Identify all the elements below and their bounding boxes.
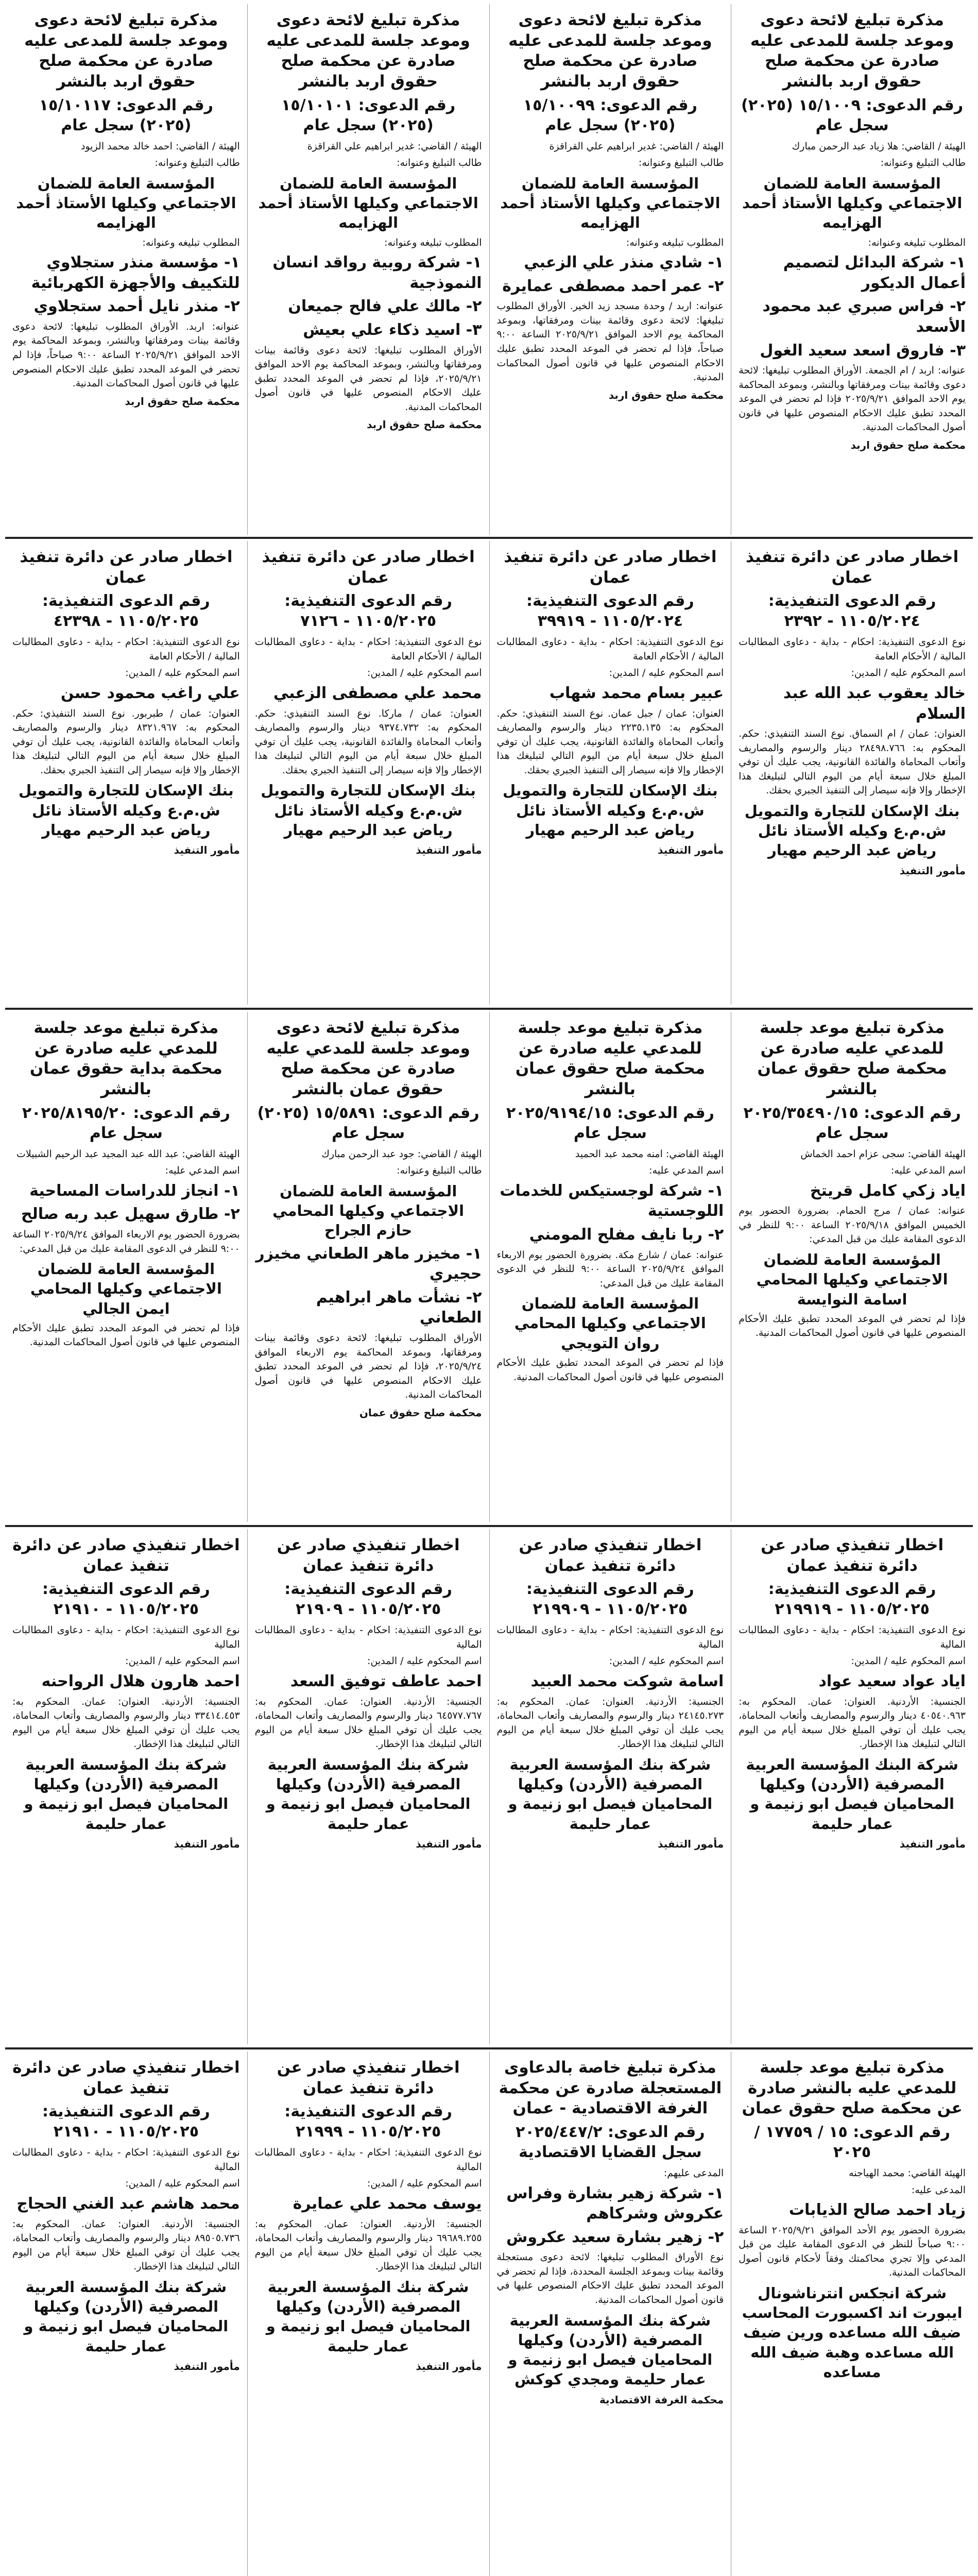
creditor-entity: شركة بنك المؤسسة العربية المصرفية (الأردن) وكيلها المحاميان فيصل ابو زنيمة و عمار حليمة (24, 2278, 229, 2355)
plaintiff-entity: شركة انجكس انترناشونال ايبورت اند اكسبورت المحاسب ضيف الله مساعده ورين ضيف الله مساعده وهبة ضيف الله مساعده (742, 2284, 963, 2381)
court-signature: مأمور التنفيذ (416, 844, 482, 857)
notice-r2-c3 (247, 541, 489, 1005)
defendant-label: المطلوب تبليغه وعنوانه: (384, 236, 482, 248)
defendant-name: ١- شركة لوجستيكس للخدمات اللوجستية (500, 1181, 724, 1221)
notice-body: عنوانه: عمان / مرج الحمام. بضرورة الحضور يوم الخميس الموافق ٢٠٢٥/٩/١٨ الساعة ٩:٠٠ للنظر في الدعوى المقامة عليك من قبل المدعي: (739, 1205, 966, 1245)
court-signature: مأمور التنفيذ (174, 844, 240, 857)
requester-label: طالب التبليغ وعنوانه: (397, 157, 482, 169)
debtor-name: محمد علي مصطفى الزعبي (273, 684, 482, 702)
defendant-name: ٢- نشأت ماهر ابراهيم الطعاني (316, 1288, 482, 1327)
notice-r1-c4 (5, 4, 247, 535)
notice-body: العنوان: عمان / طبربور. نوع السند التنفيذي: حكم. المحكوم به: ٨٣٢١.٩٦٧ دينار والرسوم والمصاريف وأتعاب المحاماة والفائدة القانونية، يجب عليك أن توفي المبلغ خلال سبعة أيام من اليوم التالي لتبليغك هذا الإخطار وإلا فإنه سيصار إلى التنفيذ الجبري بحقك. (12, 707, 240, 776)
notice-r3-c3 (247, 1012, 489, 1522)
case-number: رقم الدعوى التنفيذية: ١١٠٥/٢٠٢٥ - ٢١٩٩١٩ (768, 1580, 936, 1619)
notice-r1-c1 (731, 4, 973, 535)
notice-title: مذكرة تبليغ لائحة دعوى وموعد جلسة للمدعى عليه صادرة عن محكمة صلح حقوق اربد بالنشر (24, 11, 228, 91)
row-divider (5, 2047, 973, 2049)
defendant-name: ٢- منذر نايل أحمد ستجلاوي (33, 297, 240, 316)
plaintiff-entity: المؤسسة العامة للضمان الاجتماعي وكيلها المحامي حازم الجراح (272, 1182, 465, 1240)
notice-title: مذكرة تبليغ لائحة دعوى وموعد جلسة للمدعى عليه صادرة عن محكمة صلح حقوق اربد بالنشر (508, 11, 712, 91)
notice-title: مذكرة تبليغ لائحة دعوى وموعد جلسة للمدعي عليه صادرة عن محكمة صلح حقوق عمان بالنشر (266, 1019, 470, 1099)
court-signature: محكمة الغرفة الاقتصادية (599, 2393, 724, 2406)
notice-r2-c1 (731, 541, 973, 1005)
debtor-name: احمد عاطف توفيق السعد (290, 1672, 482, 1690)
notice-r3-c4 (5, 1012, 247, 1522)
notice-body: العنوان: عمان / ام السماق. نوع السند التنفيذي: حكم. المحكوم به: ٢٨٤٩٨.٧٦٦ دينار والرسوم والمصاريف وأتعاب المحاماة والفائدة القانونية، يجب عليك أن توفي المبلغ خلال سبعة أيام من اليوم التالي لتبليغك هذا الإخطار وإلا فإنه سيصار إلى التنفيذ الجبري بحقك. (739, 728, 966, 796)
plaintiff-entity: المؤسسة العامة للضمان الاجتماعي وكيلها الأستاذ أحمد الهزايمه (258, 174, 478, 232)
creditor-entity: شركة بنك المؤسسة العربية المصرفية (الأردن) وكيلها المحاميان فيصل ابو زنيمة و عمار حليمة (266, 1755, 471, 1833)
defendant-name: ٢- ربا نايف مفلح المومني (529, 1225, 724, 1244)
notice-body: الجنسية: الأردنية. العنوان: عمان. المحكوم به: ٢٤١٤٥.٢٧٣ دينار والرسوم والمصاريف وأتعاب المحاماة، يجب عليك أن توفي المبلغ خلال سبعة أيام من اليوم التالي لتبليغك هذا الإخطار. (496, 1696, 724, 1750)
defendant-name: ١- مؤسسة منذر ستجلاوي للتكييف والأجهزة الكهربائية (31, 253, 240, 292)
creditor-entity: بنك الإسكان للتجارة والتمويل ش.م.ع وكيله الأستاذ نائل رياض عبد الرحيم مهيار (744, 802, 960, 859)
notice-r5-c3 (247, 2052, 489, 2576)
debtor-name: علي راغب محمود حسن (60, 684, 240, 702)
plaintiff-entity: المؤسسة العامة للضمان الاجتماعي وكيلها المحامي ايمن الجالي (30, 1260, 222, 1317)
case-type: نوع الدعوى التنفيذية: احكام - بداية - دعاوى المطالبات المالية (254, 1624, 482, 1650)
creditor-entity: شركة بنك المؤسسة العربية المصرفية (الأردن) وكيلها المحاميان فيصل ابو زنيمة و عمار حليمة (24, 1755, 229, 1833)
judge-line: الهيئة / القاضي: هلا زياد عبد الرحمن مبارك (792, 140, 966, 152)
case-number: رقم الدعوى التنفيذية: ١١٠٥/٢٠٢٥ - ٢١٩١٠ (42, 1580, 210, 1619)
debtor-name: يوسف محمد علي عمايرة (293, 2194, 482, 2213)
notice-r4-c3 (247, 1529, 489, 2044)
court-signature: محكمة صلح حقوق اربد (125, 395, 240, 408)
case-type: نوع الدعوى التنفيذية: احكام - بداية - دعاوى المطالبات المالية (12, 2147, 240, 2173)
case-number: رقم الدعوى: ١٥/١٠١١٧ (٢٠٢٥) سجل عام (39, 96, 213, 134)
debtor-label: اسم المحكوم عليه / المدين: (367, 1655, 482, 1667)
notice-r2-c2 (489, 541, 731, 1005)
debtor-label: اسم المحكوم عليه / المدين: (125, 1655, 240, 1667)
notice-body: العنوان: عمان / ماركا. نوع السند التنفيذي: حكم. المحكوم به: ٩٣٧٤.٧٣٢ دينار والرسوم والمصاريف وأتعاب المحاماة والفائدة القانونية، يجب عليك أن توفي المبلغ خلال سبعة أيام من اليوم التالي لتبليغك هذا الإخطار وإلا فإنه سيصار إلى التنفيذ الجبري بحقك. (254, 707, 482, 776)
court-signature: مأمور التنفيذ (416, 2360, 482, 2372)
defendant-name: ١- انجاز للدراسات المساحية (29, 1181, 240, 1200)
case-number: رقم الدعوى التنفيذية: ١١٠٥/٢٠٢٥ - ٢١٩٩٠٩ (526, 1580, 694, 1619)
notice-title: اخطار صادر عن دائرة تنفيذ عمان (504, 548, 717, 587)
case-type: نوع الدعوى التنفيذية: احكام - بداية - دعاوى المطالبات المالية (496, 1624, 724, 1650)
case-number: رقم الدعوى: ١٥/١٠١٠١ (٢٠٢٥) سجل عام (281, 96, 456, 134)
defendant-name: اياد زكي كامل قريتخ (810, 1181, 966, 1200)
notice-title: مذكرة تبليغ لائحة دعوى وموعد جلسة للمدعى عليه صادرة عن محكمة صلح حقوق اربد بالنشر (266, 11, 470, 91)
creditor-entity: شركة بنك المؤسسة العربية المصرفية (الأردن) وكيلها المحاميان فيصل ابو زنيمة و عمار حليمة (266, 2278, 471, 2355)
plaintiff-entity: المؤسسة العامة للضمان الاجتماعي وكيلها المحامي روان التويجي (514, 1295, 706, 1352)
case-type: نوع الدعوى التنفيذية: احكام - بداية - دعاوى المطالبات المالية / الأحكام العامة (254, 636, 482, 662)
case-number: رقم الدعوى التنفيذية: ١١٠٥/٢٠٢٥ - ٤٢٣٩٨ (42, 592, 210, 631)
case-number: رقم الدعوى التنفيذية: ١١٠٥/٢٠٢٥ - ٢١٩١٠ (42, 2103, 210, 2141)
court-signature: محكمة صلح حقوق اربد (608, 388, 724, 401)
notice-body: عنوانه: اربد. الأوراق المطلوب تبليغها: لائحة دعوى وقائمة بينات ومرفقاتها وبالنشر، وبموعد المحاكمة يوم الاحد الموافق ٢٠٢٥/٩/٢١ الساعة ٩:٠٠ صباحاً، فإذا لم تحضر في الموعد المحدد تطبق عليك الاحكام المنصوص عليها في قانون أصول المحاكمات المدنية. (12, 320, 240, 389)
row-divider (5, 537, 973, 539)
defendant-name: ٢- فراس صبري عبد محمود الأسعد (762, 297, 966, 336)
judge-line: الهيئة / القاضي: غدير ابراهيم علي القراقزة (549, 140, 724, 152)
debtor-label: اسم المحكوم عليه / المدين: (367, 667, 482, 679)
debtor-label: اسم المحكوم عليه / المدين: (125, 2178, 240, 2190)
defendant-name: ٢- زهير بشارة سعيد عكروش (506, 2228, 724, 2246)
case-number: رقم الدعوى: ١٥/١٠٠٩ (٢٠٢٥) سجل عام (741, 96, 964, 134)
defendant-label: اسم المدعي عليه: (165, 1165, 240, 1177)
court-signature: مأمور التنفيذ (658, 1837, 724, 1850)
notice-body: عنوانه: اربد / ام الجمعة. الأوراق المطلوب تبليغها: لائحة دعوى وقائمة بينات ومرفقاتها وبالنشر، وبموعد المحاكمة يوم الاحد الموافق ٢٠٢٥/٩/٢١ فإذا لم تحضر في الموعد المحدد تطبق عليك الاحكام المنصوص عليها في قانون أصول المحاكمات المدنية. (739, 365, 966, 433)
legal-warning: فإذا لم تحضر في الموعد المحدد تطبق عليك الأحكام المنصوص عليها في قانون أصول المحاكمات المدنية. (739, 1313, 966, 1339)
court-signature: محكمة صلح حقوق اربد (367, 418, 482, 431)
notices-row-2 (5, 541, 973, 1005)
notice-title: اخطار تنفيذي صادر عن دائرة تنفيذ عمان (761, 1536, 944, 1575)
creditor-entity: شركة بنك المؤسسة العربية المصرفية (الأردن) وكيلها المحاميان فيصل ابو زنيمة و عمار حليمة (508, 1755, 713, 1833)
court-signature: مأمور التنفيذ (899, 864, 966, 877)
notices-row-1 (5, 4, 973, 535)
court-signature: محكمة صلح حقوق عمان (359, 1406, 482, 1419)
case-number: رقم الدعوى: ٢٠٢٥/٩١٩٤/١٥ سجل عام (506, 1104, 714, 1142)
legal-warning: فإذا لم تحضر في الموعد المحدد تطبق عليك الأحكام المنصوص عليها في قانون أصول المحاكمات المدنية. (496, 1357, 724, 1383)
requester-label: طالب التبليغ وعنوانه: (880, 157, 966, 169)
judge-line: الهيئة القاضي: سجى عزام احمد الخماش (800, 1148, 966, 1160)
notice-body: الأوراق المطلوب تبليغها: لائحة دعوى وقائمة بينات ومرفقاتها وبالنشر، وبموعد المحاكمة يوم الاحد الموافق ٢٠٢٥/٩/٢١، فإذا لم تحضر في الموعد المحدد تطبق عليك الاحكام المنصوص عليها في قانون أصول المحاكمات المدنية. (254, 344, 482, 413)
court-signature: مأمور التنفيذ (899, 1837, 966, 1850)
requester-label: طالب التبليغ وعنوانه: (638, 157, 724, 169)
judge-line: الهيئة / القاضي: غدير ابراهيم علي القراقزة (307, 140, 482, 152)
notice-title: مذكرة تبليغ موعد جلسة للمدعي عليه صادرة عن محكمة صلح حقوق عمان بالنشر (515, 1019, 706, 1099)
defendant-name: ٢- مالك علي فالح جميعان (288, 297, 482, 316)
court-signature: مأمور التنفيذ (174, 2360, 240, 2372)
notice-body: نوع الأوراق المطلوب تبليغها: لائحة دعوى مستعجلة وقائمة بينات وبموعد الجلسة المحددة، فإذا لم تحضر في الموعد المحدد تطبق عليك الاحكام المنصوص عليها في قانون أصول المحاكمات المدنية. (496, 2251, 724, 2306)
notice-r5-c1 (731, 2052, 973, 2576)
case-number: رقم الدعوى التنفيذية: ١١٠٥/٢٠٢٥ - ٧١٢٦ (284, 592, 452, 631)
case-number: رقم الدعوى التنفيذية: ١١٠٥/٢٠٢٥ - ٢١٩٩٩ (284, 2103, 452, 2141)
defendant-name: ١- شركة روبية رواقد انسان النموذجية (272, 253, 482, 292)
defendant-label: المطلوب تبليغه وعنوانه: (142, 236, 240, 248)
notice-title: مذكرة تبليغ موعد جلسة للمدعي عليه بالنشر صادرة عن محكمة صلح حقوق عمان (742, 2058, 963, 2118)
judge-line: الهيئة / القاضي: جود عبد الرحمن مبارك (321, 1148, 482, 1160)
notice-r2-c4 (5, 541, 247, 1005)
debtor-label: اسم المحكوم عليه / المدين: (609, 667, 724, 679)
requester-label: طالب التبليغ وعنوانه: (397, 1165, 482, 1177)
plaintiff-entity: المؤسسة العامة للضمان الاجتماعي وكيلها الأستاذ أحمد الهزايمه (16, 174, 236, 232)
creditor-entity: بنك الإسكان للتجارة والتمويل ش.م.ع وكيله الأستاذ نائل رياض عبد الرحيم مهيار (261, 782, 476, 839)
row-divider (5, 1008, 973, 1010)
case-number: رقم الدعوى التنفيذية: ١١٠٥/٢٠٢٥ - ٢١٩٠٩ (284, 1580, 452, 1619)
notice-r4-c1 (731, 1529, 973, 2044)
court-signature: محكمة صلح حقوق اربد (850, 438, 966, 451)
creditor-entity: شركة البنك المؤسسة العربية المصرفية (الأردن) وكيلها المحاميان فيصل ابو زنيمة و عمار حليمة (746, 1755, 958, 1833)
notice-title: اخطار تنفيذي صادر عن دائرة تنفيذ عمان (12, 2058, 240, 2097)
case-number: رقم الدعوى التنفيذية: ١١٠٥/٢٠٢٤ - ٣٩٩١٩ (526, 592, 694, 631)
notice-title: مذكرة تبليغ موعد جلسة للمدعي عليه صادرة عن محكمة بداية حقوق عمان بالنشر (29, 1019, 222, 1099)
row-divider (5, 1525, 973, 1527)
defendant-name: ٣- فاروق اسعد سعيد الغول (760, 341, 966, 360)
notice-title: مذكرة تبليغ موعد جلسة للمدعي عليه صادرة عن محكمة صلح حقوق عمان بالنشر (757, 1019, 947, 1099)
notice-title: اخطار صادر عن دائرة تنفيذ عمان (746, 548, 959, 587)
defendant-label: المدعى عليه: (911, 2184, 966, 2196)
defendant-label: اسم المدعي عليه: (649, 1165, 724, 1177)
case-number: رقم الدعوى: ٢٠٢٥/٨١٩٥/٢٠ سجل عام (22, 1104, 230, 1142)
notice-r5-c4 (5, 2052, 247, 2576)
notice-r3-c2 (489, 1012, 731, 1522)
defendant-name: ١- شادي منذر علي الزعبي (524, 253, 724, 272)
notice-title: اخطار تنفيذي صادر عن دائرة تنفيذ عمان (277, 2058, 460, 2097)
judge-line: الهيئة / القاضي: احمد خالد محمد الزيود (81, 140, 240, 152)
case-number: رقم الدعوى: ١٥/٥٨٩١ (٢٠٢٥) سجل عام (257, 1104, 479, 1142)
notice-r5-c2 (489, 2052, 731, 2576)
court-signature: مأمور التنفيذ (416, 1837, 482, 1850)
debtor-label: اسم المحكوم عليه / المدين: (851, 1655, 966, 1667)
defendant-name: ١- شركة البدائل لتصميم أعمال الديكور (783, 253, 966, 292)
notice-title: مذكرة تبليغ لائحة دعوى وموعد جلسة للمدعى عليه صادرة عن محكمة صلح حقوق اربد بالنشر (750, 11, 954, 91)
case-type: نوع الدعوى التنفيذية: احكام - بداية - دعاوى المطالبات المالية / الأحكام العامة (739, 636, 966, 662)
notice-body: عنوانه: عمان / شارع مكة. بضرورة الحضور يوم الاربعاء الموافق ٢٠٢٥/٩/٢٤ الساعة ٩:٠٠ للنظر في الدعوى المقامة عليك من قبل المدعي: (496, 1249, 724, 1289)
defendant-name: ٢- طارق سهيل عبد ربه صالح (21, 1205, 240, 1224)
case-type: نوع الدعوى التنفيذية: احكام - بداية - دعاوى المطالبات المالية (254, 2147, 482, 2173)
case-type: نوع الدعوى التنفيذية: احكام - بداية - دعاوى المطالبات المالية / الأحكام العامة (496, 636, 724, 662)
notice-title: اخطار تنفيذي صادر عن دائرة تنفيذ عمان (12, 1536, 240, 1575)
debtor-name: خالد يعقوب عبد الله عبد السلام (783, 684, 966, 723)
debtor-name: احمد هارون هلال الرواحنه (41, 1672, 240, 1690)
notice-title: اخطار صادر عن دائرة تنفيذ عمان (20, 548, 233, 587)
requester-label: طالب التبليغ وعنوانه: (155, 157, 240, 169)
notice-title: مذكرة تبليغ خاصة بالدعاوى المستعجلة صادرة عن محكمة الغرفة الاقتصادية - عمان (499, 2058, 722, 2118)
debtor-name: محمد هاشم عبد الغني الحجاج (16, 2194, 240, 2213)
defendant-name: ١- مخيزر ماهر الطعاني مخيزر حجيري (255, 1244, 482, 1283)
case-type: نوع الدعوى التنفيذية: احكام - بداية - دعاوى المطالبات المالية (739, 1624, 966, 1650)
judge-line: الهيئة القاضي: محمد الهياجنه (849, 2167, 966, 2179)
case-type: نوع الدعوى التنفيذية: احكام - بداية - دعاوى المطالبات المالية / الأحكام العامة (12, 636, 240, 662)
legal-warning: فإذا لم تحضر في الموعد المحدد تطبق عليك الأحكام المنصوص عليها في قانون أصول المحاكمات المدنية. (12, 1322, 240, 1348)
plaintiff-entity: المؤسسة العامة للضمان الاجتماعي وكيلها المحامي اسامة النوايسة (756, 1251, 948, 1308)
notice-body: الجنسية: الأردنية. العنوان: عمان. المحكوم به: ٦٤٥٧٧.٧٦٧ دينار والرسوم والمصاريف وأتعاب المحاماة، يجب عليك أن توفي المبلغ خلال سبعة أيام من اليوم التالي لتبليغك هذا الإخطار. (254, 1696, 482, 1750)
case-number: رقم الدعوى: ٢٠٢٥/٣٥٤٩٠/١٥ سجل عام (743, 1104, 961, 1142)
case-number: رقم الدعوى: ٢٠٢٥/٤٤٧/٢ سجل القضايا الاقتصادية (516, 2123, 705, 2162)
notice-body: عنوانه: اربد / وحدة مسجد زيد الخير. الأوراق المطلوب تبليغها: لائحة دعوى وقائمة بينات ومرفقاتها، وبموعد المحاكمة يوم الاحد الموافق ٢٠٢٥/٩/٢١ الساعة ٩:٠٠ صباحاً، فإذا لم تحضر في الموعد المحدد تطبق عليك الاحكام المنصوص عليها في قانون أصول المحاكمات المدنية. (496, 300, 724, 383)
notice-body: بضرورة الحضور يوم الاربعاء الموافق ٢٠٢٥/٩/٢٤ الساعة ٩:٠٠ للنظر في الدعوى المقامة عليك من قبل المدعي: (12, 1228, 240, 1255)
debtor-name: اسامة شوكت محمد العبيد (530, 1672, 724, 1690)
case-number: رقم الدعوى التنفيذية: ١١٠٥/٢٠٢٤ - ٢٣٩٢ (768, 592, 936, 631)
notice-title: اخطار صادر عن دائرة تنفيذ عمان (262, 548, 475, 587)
notices-row-4 (5, 1529, 973, 2044)
notice-r4-c2 (489, 1529, 731, 2044)
notice-body: الجنسية: الأردنية. العنوان: عمان. المحكوم به: ٨٩٥٠٥.٧٣٦ دينار والرسوم والمصاريف وأتعاب المحاماة، يجب عليك أن توفي المبلغ خلال سبعة أيام من اليوم التالي لتبليغك هذا الإخطار. (12, 2218, 240, 2273)
plaintiff-entity: شركة بنك المؤسسة العربية المصرفية (الأردن) وكيلها المحاميان فيصل ابو زنيمة و عمار حليمة ومجدي كوكش (508, 2311, 713, 2388)
notice-body: بضرورة الحضور يوم الأحد الموافق ٢٠٢٥/٩/٢١ الساعة ٩:٠٠ صباحاً للنظر في الدعوى المقامة عليك من قبل المدعي وإلا تجري محاكمتك وفقاً لأحكام قانون أصول المحاكمات المدنية. (739, 2224, 966, 2279)
plaintiff-entity: المؤسسة العامة للضمان الاجتماعي وكيلها الأستاذ أحمد الهزايمه (742, 174, 963, 232)
court-signature: مأمور التنفيذ (174, 1837, 240, 1850)
notice-body: الجنسية: الأردنية. العنوان: عمان. المحكوم به: ٤٠٥٤٠.٩٦٣ دينار والرسوم والمصاريف وأتعاب المحاماة، يجب عليك أن توفي المبلغ خلال سبعة أيام من اليوم التالي لتبليغك هذا الإخطار. (739, 1696, 966, 1750)
defendant-label: المطلوب تبليغه وعنوانه: (868, 236, 966, 248)
defendant-label: اسم المدعي عليه: (890, 1165, 966, 1177)
defendant-label: المطلوب تبليغه وعنوانه: (626, 236, 724, 248)
judge-line: الهيئة القاضي: عبد الله عبد المجيد عبد الرحيم الشبيلات (16, 1148, 240, 1160)
case-number: رقم الدعوى: ١٥/١٠٠٩٩ (٢٠٢٥) سجل عام (523, 96, 697, 134)
court-signature: مأمور التنفيذ (658, 844, 724, 857)
plaintiff-entity: المؤسسة العامة للضمان الاجتماعي وكيلها الأستاذ أحمد الهزايمه (500, 174, 720, 232)
notice-title: اخطار تنفيذي صادر عن دائرة تنفيذ عمان (519, 1536, 702, 1575)
judge-line: الهيئة القاضي: امنه محمد عبد الحميد (575, 1148, 724, 1160)
defendant-label: المدعى عليهم: (663, 2167, 724, 2179)
defendant-name: ٣- اسيد ذكاء علي بعيش (303, 320, 482, 339)
notice-r4-c4 (5, 1529, 247, 2044)
notice-r1-c2 (489, 4, 731, 535)
creditor-entity: بنك الإسكان للتجارة والتمويل ش.م.ع وكيله الأستاذ نائل رياض عبد الرحيم مهيار (502, 782, 718, 839)
debtor-label: اسم المحكوم عليه / المدين: (609, 1655, 724, 1667)
debtor-label: اسم المحكوم عليه / المدين: (367, 2178, 482, 2190)
notice-body: الجنسية: الأردنية. العنوان: عمان. المحكوم به: ٣٣٤١٤.٤٥٣ دينار والرسوم والمصاريف وأتعاب المحاماة، يجب عليك أن توفي المبلغ خلال سبعة أيام من اليوم التالي لتبليغك هذا الإخطار. (12, 1696, 240, 1750)
creditor-entity: بنك الإسكان للتجارة والتمويل ش.م.ع وكيله الأستاذ نائل رياض عبد الرحيم مهيار (18, 782, 234, 839)
debtor-name: اياد عواد سعيد عواد (818, 1672, 966, 1690)
defendant-name: زياد احمد صالح الذيابات (788, 2201, 966, 2219)
debtor-name: عبير بسام محمد شهاب (549, 684, 724, 702)
debtor-label: اسم المحكوم عليه / المدين: (125, 667, 240, 679)
notice-r3-c1 (731, 1012, 973, 1522)
notice-body: الجنسية: الأردنية. العنوان: عمان. المحكوم به: ٦٩٦٨٩.٢٥٥ دينار والرسوم والمصاريف وأتعاب المحاماة، يجب عليك أن توفي المبلغ خلال سبعة أيام من اليوم التالي لتبليغك هذا الإخطار. (254, 2218, 482, 2273)
case-number: رقم الدعوى: ١٥ / ١٧٧٥٩ / ٢٠٢٥ (754, 2123, 950, 2162)
notice-body: الأوراق المطلوب تبليغها: لائحة دعوى وقائمة بينات ومرفقاتها، وبموعد المحاكمة يوم الاربعاء الموافق ٢٠٢٥/٩/٢٤، فإذا لم تحضر في الموعد المحدد تطبق عليك الاحكام المنصوص عليها في قانون أصول المحاكمات المدنية. (254, 1332, 482, 1401)
defendant-name: ١- شركة زهير بشارة وفراس عكروش وشركاهم (506, 2184, 724, 2223)
notice-r1-c3 (247, 4, 489, 535)
defendant-name: ٢- عمر احمد مصطفى عمايرة (502, 277, 724, 295)
debtor-label: اسم المحكوم عليه / المدين: (851, 667, 966, 679)
case-type: نوع الدعوى التنفيذية: احكام - بداية - دعاوى المطالبات المالية (12, 1624, 240, 1650)
notice-body: العنوان: عمان / جبل عمان. نوع السند التنفيذي: حكم. المحكوم به: ٢٢٣٥.١٣٥ دينار والرسوم والمصاريف وأتعاب المحاماة والفائدة القانونية، يجب عليك أن توفي المبلغ خلال سبعة أيام من اليوم التالي لتبليغك هذا الإخطار وإلا فإنه سيصار إلى التنفيذ الجبري بحقك. (496, 707, 724, 776)
notices-row-5 (5, 2052, 973, 2576)
notices-row-3 (5, 1012, 973, 1522)
notice-title: اخطار تنفيذي صادر عن دائرة تنفيذ عمان (277, 1536, 460, 1575)
